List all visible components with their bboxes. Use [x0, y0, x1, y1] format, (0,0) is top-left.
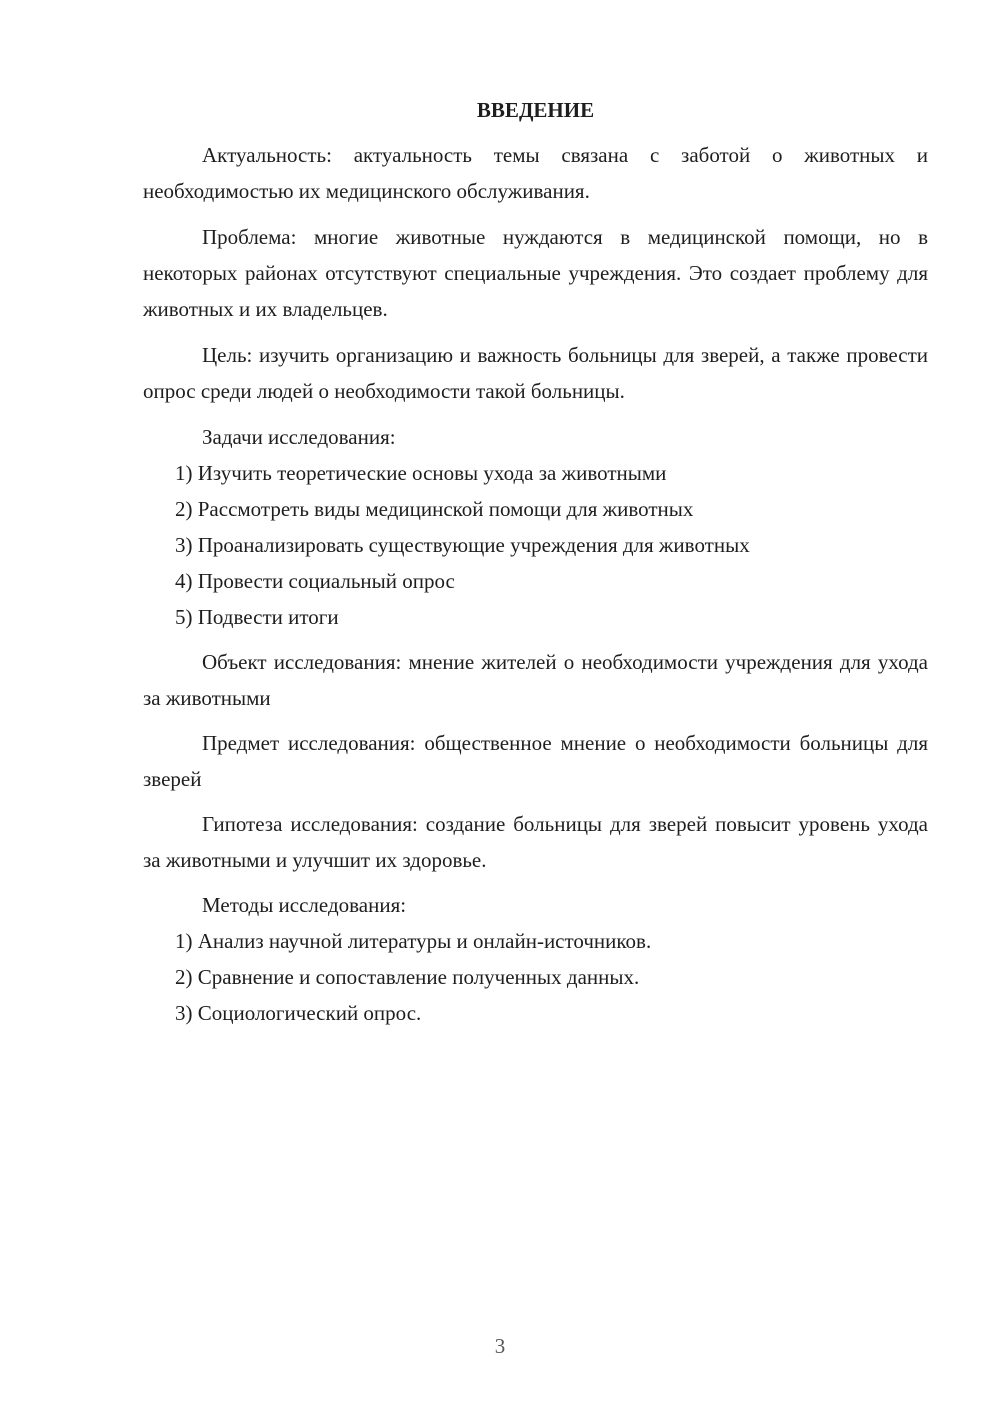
object-paragraph: Объект исследования: мнение жителей о необходимости учреждения для ухода за животными	[143, 650, 928, 710]
goal-paragraph: Цель: изучить организацию и важность больницы для зверей, а также провести опрос среди людей о необходимости такой больницы.	[143, 343, 928, 403]
list-item: 4) Провести социальный опрос	[175, 569, 455, 593]
tasks-heading: Задачи исследования:	[202, 425, 396, 449]
problem-paragraph: Проблема: многие животные нуждаются в медицинской помощи, но в некоторых районах отсутствуют специальные учреждения. Это создает проблему для животных и их владельцев.	[143, 225, 928, 321]
methods-list	[143, 923, 928, 1031]
relevance-paragraph: Актуальность: актуальность темы связана с заботой о животных и необходимостью их медицинского обслуживания.	[143, 143, 928, 203]
methods-heading: Методы исследования:	[202, 893, 407, 917]
list-item: 2) Рассмотреть виды медицинской помощи для животных	[175, 497, 694, 521]
tasks-list	[143, 455, 928, 635]
list-item: 5) Подвести итоги	[175, 605, 339, 629]
document-page	[143, 92, 928, 1031]
hypothesis-paragraph: Гипотеза исследования: создание больницы для зверей повысит уровень ухода за животными и улучшит их здоровье.	[143, 812, 928, 872]
list-item: 1) Изучить теоретические основы ухода за животными	[175, 461, 667, 485]
list-item: 3) Социологический опрос.	[175, 1001, 422, 1025]
list-item: 2) Сравнение и сопоставление полученных данных.	[175, 965, 640, 989]
page-number: 3	[494, 1334, 506, 1358]
list-item: 3) Проанализировать существующие учреждения для животных	[175, 533, 750, 557]
page-title: ВВЕДЕНИЕ	[476, 98, 595, 122]
list-item: 1) Анализ научной литературы и онлайн-источников.	[175, 929, 652, 953]
subject-paragraph: Предмет исследования: общественное мнение о необходимости больницы для зверей	[143, 731, 928, 791]
